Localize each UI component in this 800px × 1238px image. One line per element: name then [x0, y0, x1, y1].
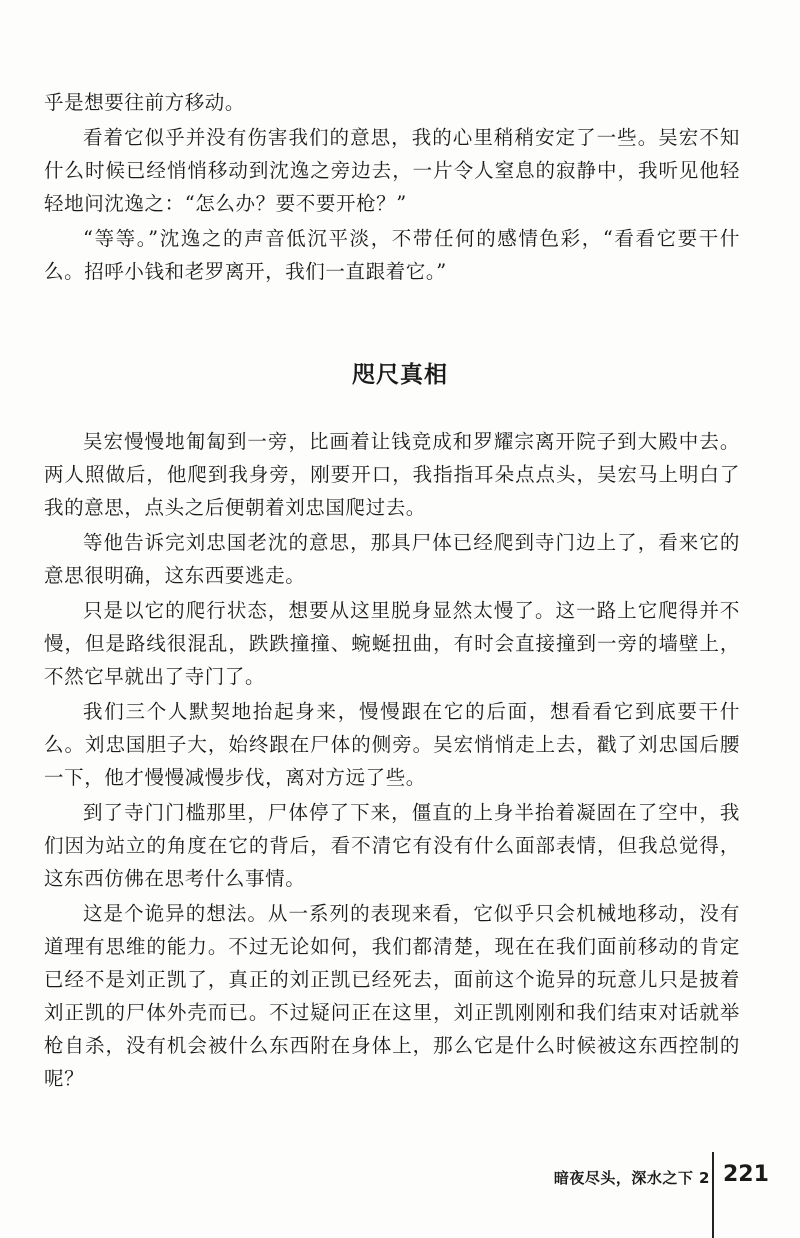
running-footer-book-title: 暗夜尽头，深水之下 2: [553, 1169, 710, 1187]
paragraph: 到了寺门门槛那里，尸体停了下来，僵直的上身半抬着凝固在了空中，我们因为站立的角度在它的背后，看不清它有没有什么面部表情，但我总觉得，这东西仿佛在思考什么事情。: [44, 801, 740, 890]
section-title: 咫尺真相: [352, 362, 448, 388]
page-number: 221: [723, 1162, 769, 1187]
paragraph-continuation: 乎是想要往前方移动。: [44, 91, 246, 114]
paragraph: 等他告诉完刘忠国老沈的意思，那具尸体已经爬到寺门边上了，看来它的意思很明确，这东西要逃走。: [44, 531, 740, 587]
paragraph: 只是以它的爬行状态，想要从这里脱身显然太慢了。这一路上它爬得并不慢，但是路线很混乱，跌跌撞撞、蜿蜒扭曲，有时会直接撞到一旁的墙壁上，不然它早就出了寺门了。: [44, 599, 740, 688]
paragraph: 这是个诡异的想法。从一系列的表现来看，它似乎只会机械地移动，没有道理有思维的能力。不过无论如何，我们都清楚，现在在我们面前移动的肯定已经不是刘正凯了，真正的刘正凯已经死去，面前这个诡异的玩意儿只是披着刘正凯的尸体外壳而已。不过疑问正在这里，刘正凯刚刚和我们结束对话就举枪自杀，没有机会被什么东西附在身体上，那么它是什么时候被这东西控制的呢？: [44, 902, 740, 1090]
main-text-block: [44, 425, 740, 1097]
paragraph: 我们三个人默契地抬起身来，慢慢跟在它的后面，想看看它到底要干什么。刘忠国胆子大，始终跟在尸体的侧旁。吴宏悄悄走上去，戳了刘忠国后腰一下，他才慢慢减慢步伐，离对方远了些。: [44, 700, 740, 789]
paragraph: “等等。”沈逸之的声音低沉平淡，不带任何的感情色彩，“看看它要干什么。招呼小钱和老罗离开，我们一直跟着它。”: [44, 227, 740, 283]
top-text-block: [44, 86, 740, 290]
footer-divider: [712, 1152, 714, 1238]
paragraph: 吴宏慢慢地匍匐到一旁，比画着让钱竞成和罗耀宗离开院子到大殿中去。两人照做后，他爬到我身旁，刚要开口，我指指耳朵点点头，吴宏马上明白了我的意思，点头之后便朝着刘忠国爬过去。: [44, 430, 740, 519]
paragraph: 看着它似乎并没有伤害我们的意思，我的心里稍稍安定了一些。吴宏不知什么时候已经悄悄移动到沈逸之旁边去，一片令人窒息的寂静中，我听见他轻轻地问沈逸之：“怎么办？要不要开枪？”: [44, 126, 740, 215]
